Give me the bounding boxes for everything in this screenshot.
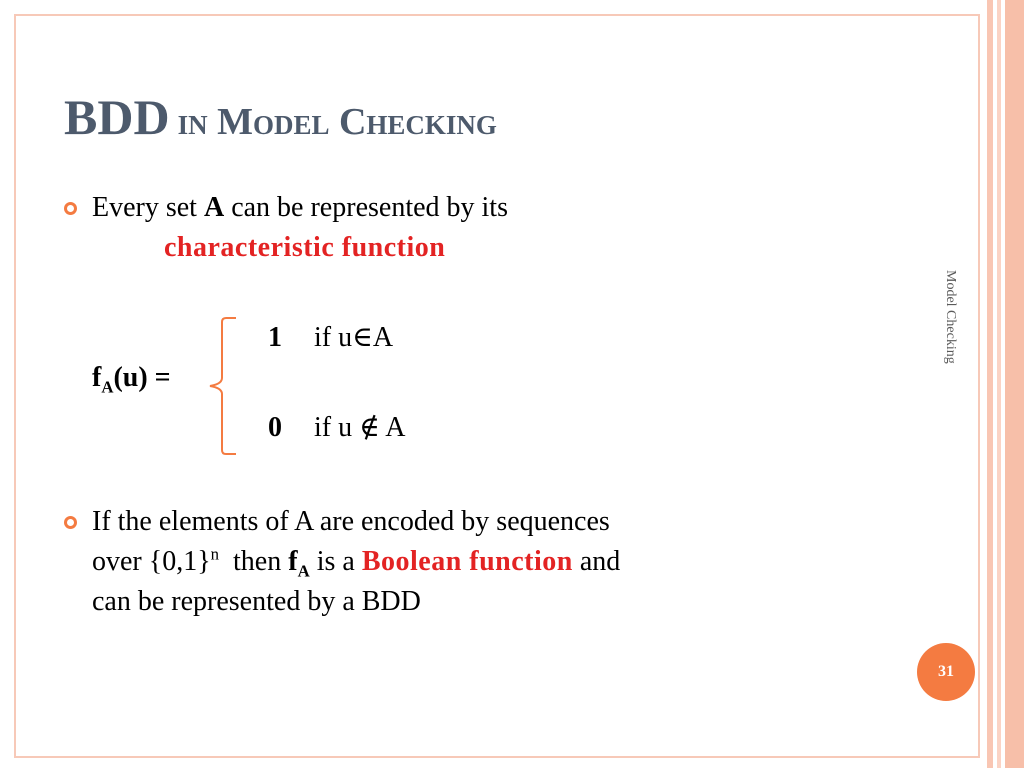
decor-stripe [997,0,1001,768]
bullet-icon [64,202,77,215]
decor-stripe [1005,0,1024,768]
decor-stripe [987,0,993,768]
bullet-text: over $\{0,1\}^n$ then $f_A$ is a Boolean function and [92,544,621,581]
bullet-text: can be represented by a BDD [92,586,421,617]
slide-title [64,89,497,145]
formula-case: 1 if u∈A [268,322,394,353]
formula-case: 0 if u ∉ A [268,412,406,443]
side-caption: Model Checking [943,270,958,364]
curly-brace-icon [204,316,240,456]
formula-lhs: $f_A(u)$ = [92,362,171,397]
title-main: BDD [64,89,170,145]
highlight-term: characteristic function [164,232,446,263]
bullet-icon [64,516,77,529]
bullet-text: Every set A can be represented by its [92,192,508,223]
title-rest: in Model Checking [177,101,497,143]
bullet-text: If the elements of A are encoded by sequences [92,506,610,537]
page-number-badge: 31 [917,643,975,701]
highlight-term: Boolean function [361,546,573,577]
